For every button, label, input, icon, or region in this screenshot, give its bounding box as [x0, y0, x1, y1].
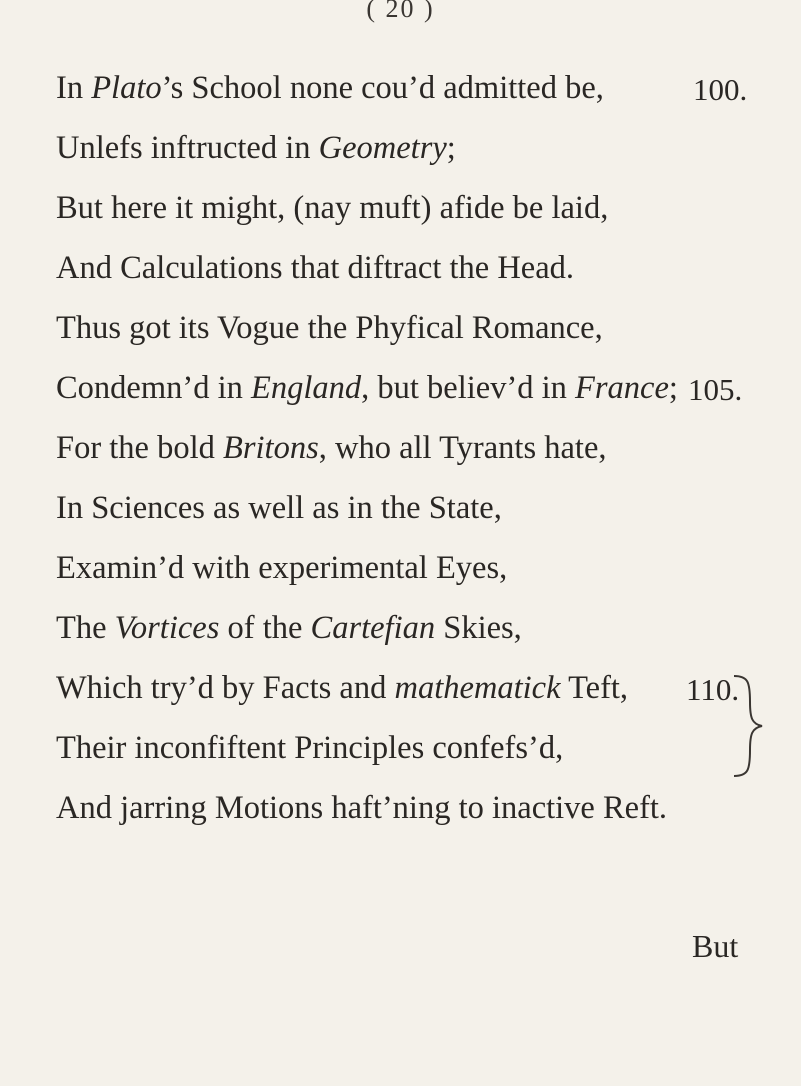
line-text: ’s School none cou’d admitted be, [161, 70, 604, 106]
line-text: Skies, [435, 610, 522, 646]
line-text: But here it might, (nay muft) afide be laid, [56, 190, 609, 226]
poem-line [56, 132, 456, 165]
italic-word: France [575, 370, 669, 406]
line-number: 105. [688, 372, 743, 407]
line-text: , who all Tyrants hate, [318, 430, 607, 466]
line-text: The [56, 610, 115, 646]
line-text: Their inconfiftent Principles confefs’d, [56, 730, 564, 766]
poem-line [56, 432, 607, 465]
poem-line [56, 192, 608, 225]
poem-line [56, 552, 507, 585]
line-text: , but believ’d in [361, 370, 576, 406]
line-text: For the bold [56, 430, 224, 466]
triplet-brace-icon [730, 672, 766, 780]
italic-word: Cartefian [310, 610, 436, 646]
italic-word: Geometry [318, 130, 447, 166]
line-text: of the [219, 610, 311, 646]
poem-line [56, 612, 522, 645]
poem-line [56, 252, 574, 285]
line-text: Which try’d by Facts and [56, 670, 395, 706]
line-text: And jarring Motions haft’ning to inactive Reft. [56, 790, 668, 826]
line-text: In [56, 70, 92, 106]
poem-line [56, 672, 628, 705]
line-number: 110. [686, 672, 740, 707]
poem-line [56, 492, 502, 525]
poem-line [56, 372, 678, 405]
line-text: ; [668, 370, 678, 406]
poem-line [56, 312, 603, 345]
line-text: ; [446, 130, 456, 166]
line-number: 100. [693, 72, 748, 107]
line-text: In Sciences as well as in the State, [56, 490, 502, 526]
italic-word: Plato [91, 70, 162, 106]
poem-line [56, 792, 667, 825]
poem-line [56, 732, 563, 765]
page-number: ( 20 ) [366, 0, 435, 23]
italic-word: mathematick [394, 670, 561, 706]
line-text: Unlefs inftructed in [56, 130, 319, 166]
line-text: Examin’d with experimental Eyes, [56, 550, 508, 586]
line-text: Thus got its Vogue the Phyfical Romance, [56, 310, 603, 346]
italic-word: Britons [223, 430, 319, 466]
line-text: Teft, [560, 670, 629, 706]
line-text: Condemn’d in [56, 370, 251, 406]
italic-word: Vortices [114, 610, 220, 646]
line-text: And Calculations that diftract the Head. [56, 250, 575, 286]
catchword: But [692, 928, 739, 964]
italic-word: England [250, 370, 362, 406]
poem-line [56, 72, 604, 105]
